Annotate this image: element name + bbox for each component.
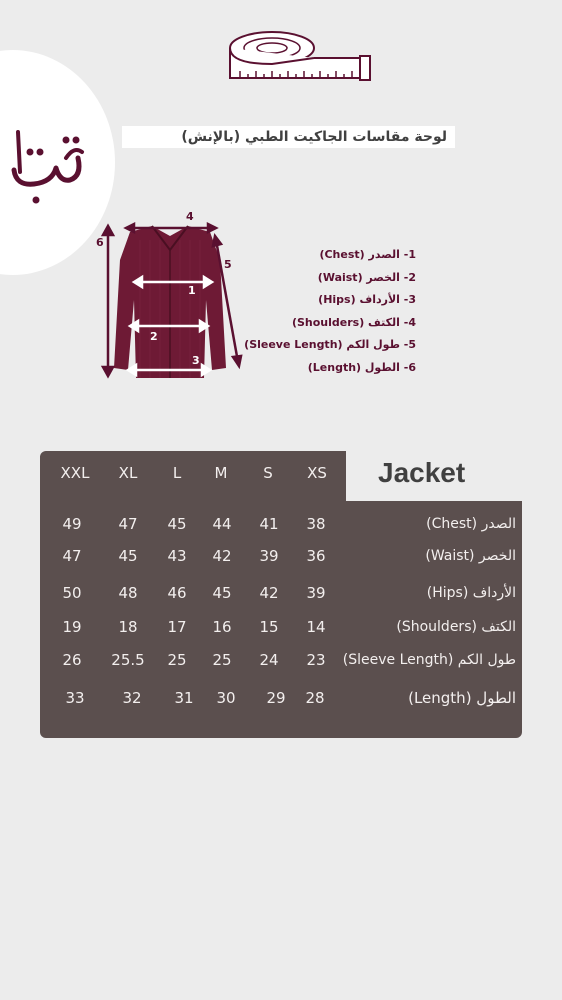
table-title: Jacket [378,457,466,488]
page-title: لوحة مقاسات الجاكيت الطبي (بالإنش) [122,126,455,148]
table-cell: 16 [212,618,232,636]
legend-item-length: 6- الطول (Length) [307,360,416,374]
row-label: الطول (Length) [408,689,516,707]
jacket-illustration [90,200,250,400]
table-cell: 32 [122,689,142,707]
table-cell: 15 [259,618,279,636]
size-header-xs: XS [307,464,327,482]
size-table [40,501,522,738]
marker-1: 1 [188,284,196,297]
size-header-xl: XL [118,464,138,482]
table-cell: 42 [259,584,279,602]
table-cell: 33 [65,689,85,707]
table-row [40,541,522,571]
table-cell: 39 [306,584,326,602]
legend-item-waist: 2- الخصر (Waist) [317,270,416,284]
size-header-l: L [172,464,182,482]
row-label: الخصر (Waist) [425,548,516,564]
marker-6: 6 [96,236,104,249]
table-cell: 25.5 [111,651,145,669]
table-cell: 44 [212,515,232,533]
brand-logo-icon [4,122,94,212]
size-header-m: M [214,464,228,482]
table-cell: 30 [216,689,236,707]
marker-5: 5 [224,258,232,271]
table-cell: 23 [306,651,326,669]
table-cell: 39 [259,547,279,565]
measurement-legend [236,248,416,383]
table-cell: 25 [212,651,232,669]
marker-2: 2 [150,330,158,343]
table-cell: 45 [212,584,232,602]
measuring-tape-icon [226,28,376,100]
table-cell: 47 [62,547,82,565]
table-cell: 45 [167,515,187,533]
table-cell: 49 [62,515,82,533]
table-cell: 19 [62,618,82,636]
table-cell: 31 [174,689,194,707]
table-cell: 50 [62,584,82,602]
row-label: الصدر (Chest) [426,516,516,532]
table-cell: 41 [259,515,279,533]
table-cell: 47 [118,515,138,533]
size-header-xxl: XXL [60,464,90,482]
table-cell: 25 [167,651,187,669]
table-cell: 46 [167,584,187,602]
table-cell: 38 [306,515,326,533]
table-row [40,645,522,675]
table-cell: 17 [167,618,187,636]
table-cell: 14 [306,618,326,636]
table-cell: 18 [118,618,138,636]
table-row [40,509,522,539]
legend-item-shoulders: 4- الكتف (Shoulders) [291,315,416,329]
table-cell: 45 [118,547,138,565]
table-cell: 24 [259,651,279,669]
size-header-s: S [263,464,273,482]
table-cell: 26 [62,651,82,669]
legend-item-hips: 3- الأرداف (Hips) [318,293,416,306]
table-cell: 48 [118,584,138,602]
table-cell: 42 [212,547,232,565]
table-row [40,683,522,713]
table-cell: 43 [167,547,187,565]
legend-item-chest: 1- الصدر (Chest) [319,248,416,261]
row-label: طول الكم (Sleeve Length) [342,652,516,668]
legend-item-sleeve-length: 5- طول الكم (Sleeve Length) [244,338,416,351]
jacket-diagram [90,200,250,400]
table-row [40,612,522,642]
row-label: الكتف (Shoulders) [396,619,516,635]
table-row [40,578,522,608]
marker-4: 4 [186,210,194,223]
marker-3: 3 [192,354,200,367]
row-label: الأرداف (Hips) [426,585,516,601]
table-cell: 36 [306,547,326,565]
table-cell: 28 [305,689,325,707]
size-header-bar [40,451,346,501]
table-cell: 29 [266,689,286,707]
